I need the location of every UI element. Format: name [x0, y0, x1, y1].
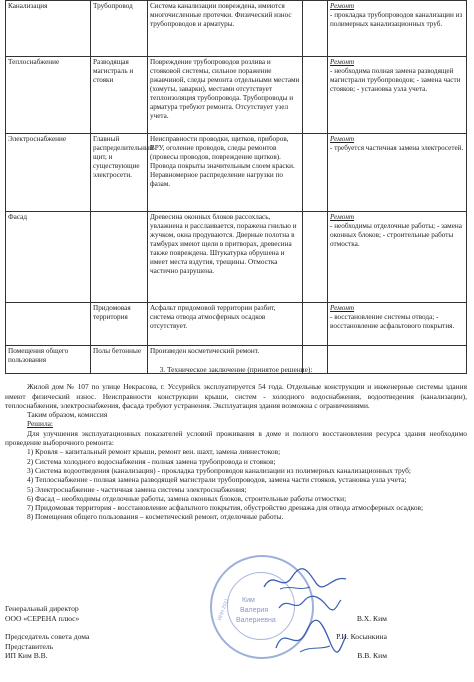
row-material-cell: Придомовая территория: [91, 303, 148, 346]
row-element-cell: [6, 303, 91, 346]
row-blank-cell: [303, 303, 328, 346]
row-condition-cell: Асфальт придомовой территории разбит, система отвода атмосферных осадков отсутствует.: [148, 303, 303, 346]
repair-item: 5) Электроснабжение - частичная замена системы электроснабжения;: [27, 484, 247, 494]
conclusion-paragraph: Жилой дом № 107 по улице Некрасова, г. Уссурийск эксплуатируется 54 года. Отдельные конструкции и инженерные системы здания имеют физический износ. Неисправности конструкции крыши, систем - холодного водоснабжения, водоотведения (канализации), теплоснабжения, электроснабжения, фасада требуют устранения. Эксплуатация здания возможна с ограничениями.: [5, 382, 467, 410]
repair-item: 6) Фасад – необходимы отделочные работы, замена оконных блоков, строительные работы отмостки;: [27, 493, 347, 503]
repair-item: 2) Система холодного водоснабжения - полная замена трубопровода и стояков;: [27, 456, 276, 466]
row-works-cell: [328, 1, 467, 57]
repair-item: 8) Помещения общего пользования – косметический ремонт, отделочные работы.: [27, 512, 284, 522]
works-text: - восстановление системы отвода; - восстановление асфальтового покрытия.: [330, 313, 455, 330]
row-works-cell: [328, 57, 467, 134]
row-condition-cell: Система канализации повреждена, имеются многочисленные протечки. Физический износ трубопроводов и арматуры.: [148, 1, 303, 57]
remark-label: Ремонт: [330, 58, 355, 66]
defects-table: [5, 0, 467, 374]
table-row: [6, 57, 467, 134]
row-works-cell: [328, 212, 467, 303]
row-condition-cell: Древесина оконных блоков рассохлась, увлажнена и расслаивается, поражена гнилью и жучком, окна продуваются. Дверные полотна в тамбурах имеют щели в притворах, древесина также повреждена. Штукатурка обрушена и имеет места вздутия, трещины. Отмостка частично разрушена.: [148, 212, 303, 303]
row-condition-cell: Неисправности проводки, щитков, приборов, ВРУ, оголение проводов, следы ремонтов (провесы проводов, повреждение щитков). Провода покрыты значительным слоем краски. Неравномерное распределение нагрузки по фазам.: [148, 134, 303, 212]
table-row: [6, 1, 467, 57]
row-works-cell: [328, 303, 467, 346]
row-blank-cell: [303, 212, 328, 303]
remark-label: Ремонт: [330, 2, 355, 10]
table-row: [6, 134, 467, 212]
row-blank-cell: [303, 1, 328, 57]
row-material-cell: Полы бетонные: [91, 346, 148, 374]
rep-title: Представитель: [5, 641, 54, 651]
repair-item: 4) Теплоснабжение - полная замена разводящей магистрали трубопроводов, замена части стояков, установка узла учета;: [27, 475, 407, 485]
row-condition-cell: Повреждение трубопроводов розлива и стояковой системы, сильное поражение ржавчиной, следы ремонта отдельными местами (хомуты, заварки), местами отсутствует теплоизоляция трубопровода. Трубопроводы и арматура требуют ремонта. Отсутствует узел учета.: [148, 57, 303, 134]
director-name: В.Х. Ким: [356, 613, 387, 623]
table-row: [6, 212, 467, 303]
row-element-cell: Помещения общего пользования: [6, 346, 91, 374]
row-material-cell: [91, 212, 148, 303]
resolved-line: Решила:: [27, 419, 53, 429]
row-material-cell: Трубопровод: [91, 1, 148, 57]
repair-item: 1) Кровля – капитальный ремонт крыши, ремонт вен. шахт, замена ливнестоков;: [27, 447, 281, 457]
works-text: - необходима полная замена разводящей магистрали трубопроводов; - замена части стояков; - установка узла учета.: [330, 67, 461, 93]
repair-item: 7) Придомовая территория - восстановление асфальтного покрытия, обустройство дренажа для отвода атмосферных осадков;: [27, 503, 424, 513]
commission-line: Таким образом, комиссия: [27, 410, 108, 420]
row-element-cell: Канализация: [6, 1, 91, 57]
row-element-cell: Фасад: [6, 212, 91, 303]
row-material-cell: Главный распределительный щит, и существующие электросети.: [91, 134, 148, 212]
row-condition-cell: Произведен косметический ремонт.: [148, 346, 303, 374]
repair-item: 3) Система водоотведения (канализация) - прокладка трубопроводов канализации из полимерных канализационных труб;: [27, 465, 411, 475]
rep-name: В.В. Ким: [357, 651, 387, 660]
repair-intro: Для улучшения эксплуатационных показателей условий проживания в доме и полного восстановления ресурса здания необходимо проведение выборочного ремонта:: [5, 428, 467, 448]
remark-label: Ремонт: [330, 135, 355, 143]
chair-name: Р.И. Косынкина: [336, 632, 387, 641]
svg-text:Ким: Ким: [242, 597, 255, 604]
director-title: Генеральный директор: [5, 604, 79, 613]
works-text: - необходимы отделочные работы; - замена оконных блоков; - строительные работы отмостка.: [330, 222, 462, 248]
director-org: ООО «СЕРЕНА плюс»: [5, 613, 80, 623]
repair-items-list: [5, 447, 467, 521]
svg-text:Валериевна: Валериевна: [236, 617, 276, 624]
remark-label: Ремонт: [330, 304, 355, 312]
row-works-cell: [328, 134, 467, 212]
works-text: - прокладка трубопроводов канализации из полимерных канализационных труб.: [330, 11, 463, 28]
row-element-cell: Теплоснабжение: [6, 57, 91, 134]
remark-label: Ремонт: [330, 213, 355, 221]
director-signature: [260, 565, 350, 595]
row-blank-cell: [303, 57, 328, 134]
table-row: [6, 303, 467, 346]
row-blank-cell: [303, 134, 328, 212]
row-element-cell: Электроснабжение: [6, 134, 91, 212]
rep-org: ИП Ким В.В.: [5, 651, 48, 660]
svg-text:Валерия: Валерия: [240, 607, 269, 614]
chair-title: Председатель совета дома: [5, 632, 90, 641]
row-material-cell: Разводящая магистраль и стояки: [91, 57, 148, 134]
conclusion-section: [5, 365, 467, 522]
svg-text:ИНН 2511: ИНН 2511: [216, 597, 231, 622]
works-text: - требуется частичная замена электросетей.: [330, 144, 464, 152]
conclusion-heading: 3. Техническое заключение (принятое решение):: [159, 365, 313, 374]
signatures-block: [5, 604, 467, 661]
